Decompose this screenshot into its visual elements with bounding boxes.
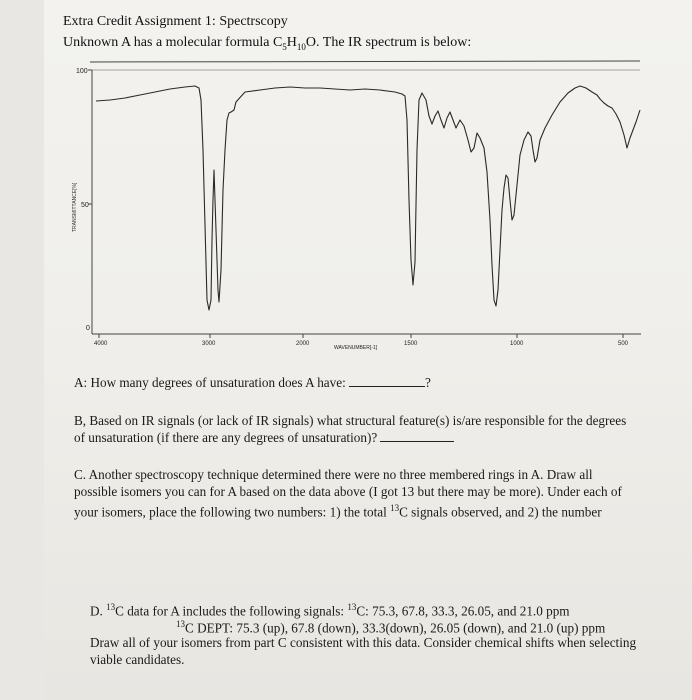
question-b-line1: B, Based on IR signals (or lack of IR signals) what structural feature(s) is/are responsible for the degrees — [74, 413, 627, 428]
question-a-answer-blank[interactable] — [349, 375, 425, 387]
x-tick-label-1500: 1500 — [404, 341, 418, 347]
x-tick-label-1000: 1000 — [510, 341, 524, 347]
x-tick-label-4000: 4000 — [94, 341, 108, 347]
question-c-line2: possible isomers you can for A based on the data above (I got 13 but there may be more). Under each of — [74, 484, 622, 499]
y-axis-label: TRANSMITTANCE[%] — [72, 182, 78, 232]
spectrum-top-border — [90, 61, 640, 62]
question-c-line1: C. Another spectroscopy technique determined there were no three membered rings in A. Draw all — [74, 467, 593, 482]
x-tick-label-500: 500 — [618, 341, 629, 347]
question-d-line2: $^{13}$C DEPT: 75.3 (up), 67.8 (down), 33.3(down), 26.05 (down), and 21.0 (up) ppm — [176, 619, 606, 636]
question-a: A: How many degrees of unsaturation does A have: ? — [74, 375, 431, 390]
spectrum-trace — [96, 86, 640, 310]
assignment-title: Extra Credit Assignment 1: Spectrscopy — [63, 14, 288, 29]
question-c-line3: your isomers, place the following two numbers: 1) the total $^{13}$C signals observed, and 2) the number — [74, 503, 602, 520]
x-tick-label-3000: 3000 — [202, 341, 216, 347]
question-b-answer-blank[interactable] — [380, 430, 454, 442]
x-axis-label: WAVENUMBER[-1] — [334, 345, 378, 351]
y-tick-label-100: 100 — [76, 68, 88, 75]
question-d-line4: viable candidates. — [90, 652, 185, 667]
question-d-line1: D. $^{13}$C data for A includes the following signals: $^{13}$C: 75.3, 67.8, 33.3, 26.05, and 21.0 ppm — [90, 602, 570, 619]
y-tick-label-0: 0 — [86, 325, 90, 332]
question-d-line3: Draw all of your isomers from part C consistent with this data. Consider chemical shifts when selecting — [90, 635, 637, 650]
problem-intro: Unknown A has a molecular formula $C_5H_{10}O$. The IR spectrum is below: — [63, 35, 472, 52]
question-b-line2: of unsaturation (if there are any degrees of unsaturation)? — [74, 429, 454, 446]
x-tick-label-2000: 2000 — [296, 341, 310, 347]
y-tick-label-50: 50 — [81, 202, 89, 209]
